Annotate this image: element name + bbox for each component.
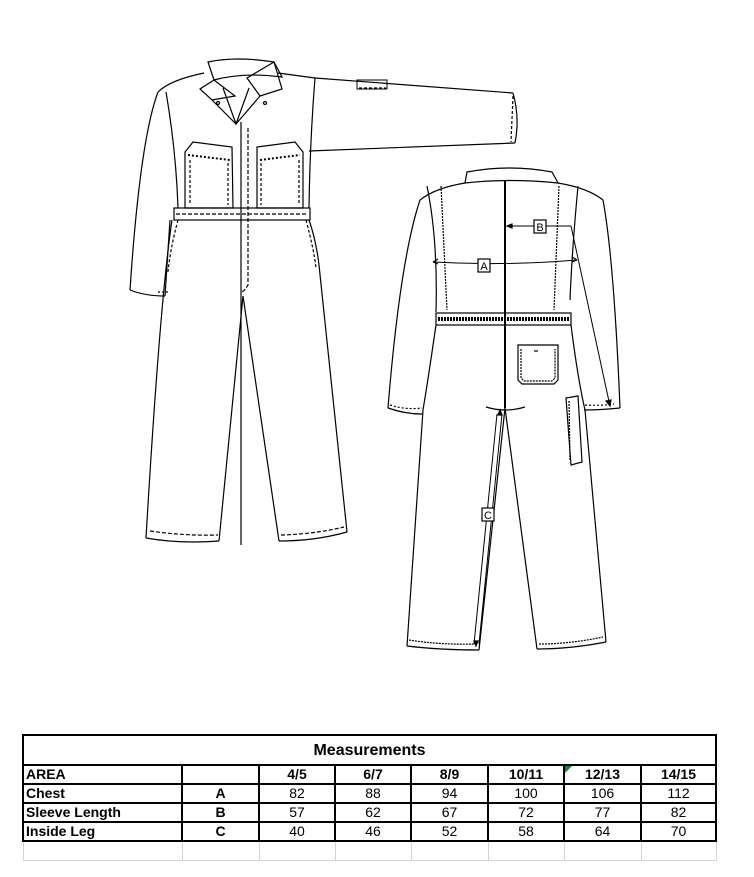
row-value: 57	[259, 803, 335, 822]
row-value: 52	[411, 822, 488, 841]
row-area: Chest	[23, 784, 182, 803]
row-value: 94	[411, 784, 488, 803]
header-size: 6/7	[335, 765, 411, 784]
table-row	[23, 803, 716, 822]
header-size: 10/11	[488, 765, 564, 784]
header-size: 14/15	[641, 765, 716, 784]
empty-cell	[564, 841, 641, 861]
header-area: AREA	[23, 765, 182, 784]
row-value: 112	[641, 784, 716, 803]
header-size: 8/9	[411, 765, 488, 784]
row-value: 77	[564, 803, 641, 822]
row-value: 82	[641, 803, 716, 822]
row-area: Sleeve Length	[23, 803, 182, 822]
marker-c-label	[482, 508, 494, 522]
row-value: 106	[564, 784, 641, 803]
row-value: 67	[411, 803, 488, 822]
svg-text:C: C	[484, 510, 492, 522]
row-value: 46	[335, 822, 411, 841]
row-area: Inside Leg	[23, 822, 182, 841]
empty-grid-row	[23, 841, 716, 861]
table-title-row	[23, 735, 716, 765]
row-value: 64	[564, 822, 641, 841]
table-title: Measurements	[23, 735, 716, 765]
svg-text:B: B	[536, 222, 544, 234]
row-value: 88	[335, 784, 411, 803]
empty-cell	[411, 841, 488, 861]
row-code: B	[182, 803, 259, 822]
empty-cell	[641, 841, 716, 861]
measurements-table	[22, 734, 717, 861]
row-value: 100	[488, 784, 564, 803]
empty-cell	[23, 841, 182, 861]
row-value: 62	[335, 803, 411, 822]
back-coverall-view	[388, 168, 620, 650]
row-value: 70	[641, 822, 716, 841]
table-row	[23, 784, 716, 803]
header-size: 4/5	[259, 765, 335, 784]
row-value: 58	[488, 822, 564, 841]
table-row	[23, 822, 716, 841]
empty-cell	[335, 841, 411, 861]
row-value: 40	[259, 822, 335, 841]
row-value: 72	[488, 803, 564, 822]
marker-b-label	[534, 220, 546, 234]
table-header-row	[23, 765, 716, 784]
row-code: A	[182, 784, 259, 803]
row-code: C	[182, 822, 259, 841]
header-code	[182, 765, 259, 784]
empty-cell	[259, 841, 335, 861]
empty-cell	[182, 841, 259, 861]
svg-text:A: A	[480, 261, 488, 273]
front-coverall-view	[130, 59, 517, 545]
row-value: 82	[259, 784, 335, 803]
marker-a-label	[478, 259, 490, 273]
header-size: 12/13	[564, 765, 641, 784]
empty-cell	[488, 841, 564, 861]
